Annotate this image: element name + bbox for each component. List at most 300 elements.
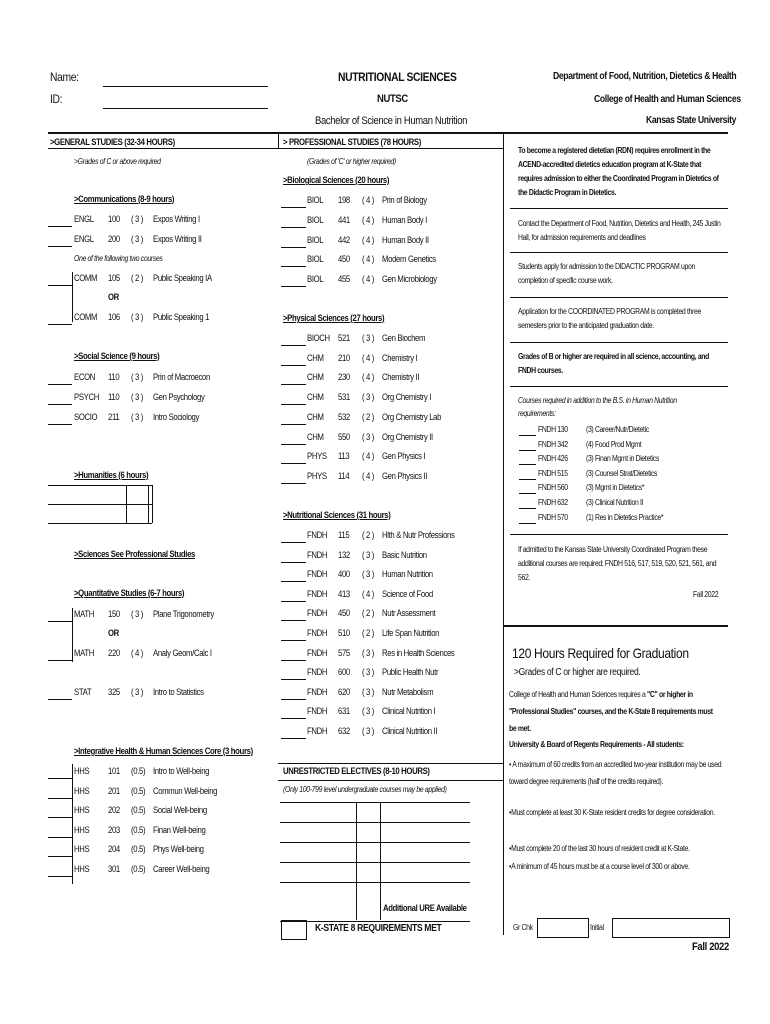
course-num: 413: [338, 588, 350, 599]
grade-blank[interactable]: [281, 581, 306, 582]
course-title: Gen Physics I: [382, 451, 426, 462]
course-title: Gen Psychology: [153, 392, 205, 402]
course-hrs: ( 3 ): [362, 549, 375, 560]
course-dept: FNDH: [307, 549, 328, 560]
general-grade-note: >Grades of C or above required: [74, 157, 161, 166]
grade-blank[interactable]: [281, 542, 306, 543]
ure-grid-v1: [356, 802, 357, 920]
course-num: 532: [338, 411, 350, 422]
course-num: 203: [108, 824, 120, 835]
course-num: 110: [108, 372, 120, 382]
course-dept: CHM: [307, 392, 324, 403]
grade-blank[interactable]: [519, 479, 536, 480]
grade-blank[interactable]: [281, 640, 306, 641]
grade-blank[interactable]: [519, 493, 536, 494]
grade-blank[interactable]: [281, 247, 306, 248]
course-title: Life Span Nutrition: [382, 628, 440, 638]
coordinated-info: Application for the COORDINATED PROGRAM is completed three semesters prior to the anticipated graduation date.: [518, 307, 701, 330]
course-num: 201: [108, 785, 120, 796]
course-hrs: (0.5): [131, 805, 146, 816]
course-dept: BIOCH: [307, 333, 330, 343]
grades-b-info: Grades of B or higher are required in all science, accounting, and FNDH courses.: [518, 352, 710, 375]
ure-note: (Only 100-799 level undergraduate courses may be applied): [283, 785, 447, 794]
course-dept: BIOL: [307, 234, 324, 245]
course-title: Public Health Nutr: [382, 667, 439, 678]
right-rule-6: [510, 534, 728, 535]
course-title: Intro Sociology: [153, 412, 200, 422]
department-name: Department of Food, Nutrition, Dietetics & Health: [553, 71, 737, 82]
communications-title: >Communications (8-9 hours): [74, 194, 175, 204]
course-num: 631: [338, 706, 350, 717]
course-num: 455: [338, 274, 350, 285]
course-dept: HHS: [74, 844, 90, 855]
sciences-title: >Sciences See Professional Studies: [74, 549, 196, 559]
course-dept: BIOL: [307, 274, 324, 285]
grade-blank[interactable]: [281, 679, 306, 680]
course-hrs: (0.5): [131, 864, 146, 874]
grade-blank[interactable]: [281, 699, 306, 700]
additional-course-desc: (3) Mgmt in Dietetics*: [586, 483, 645, 493]
grade-blank[interactable]: [519, 523, 536, 524]
course-title: Social Well-being: [153, 805, 207, 816]
course-title: Public Speaking IA: [153, 273, 212, 283]
grade-blank[interactable]: [48, 856, 72, 857]
course-dept: ECON: [74, 372, 95, 382]
course-title: Plane Trigonometry: [153, 609, 214, 619]
right-rule-4: [510, 342, 728, 343]
course-title: Chemistry I: [382, 352, 418, 363]
grade-blank[interactable]: [48, 699, 72, 700]
course-num: 441: [338, 214, 350, 225]
university-requirement-item: •Must complete 20 of the last 30 hours of resident credit at K-State.: [509, 844, 690, 853]
course-num: 101: [108, 766, 120, 776]
course-dept: SOCIO: [74, 412, 98, 422]
university-requirements-title: University & Board of Regents Requirements - All students:: [509, 740, 684, 749]
course-num: 114: [338, 470, 350, 481]
program-code: NUTSC: [377, 93, 408, 105]
course-dept: PHYS: [307, 451, 327, 462]
additional-course-desc: (4) Food Prod Mgmt: [586, 439, 642, 449]
university-requirement-item: •A minimum of 45 hours must be at a course level of 300 or above.: [509, 862, 690, 871]
right-column-divider: [503, 133, 504, 935]
course-dept: FNDH: [307, 608, 328, 619]
course-num: 230: [338, 372, 350, 383]
additional-course-desc: (3) Counsel Strat/Dietetics: [586, 468, 658, 478]
name-field[interactable]: [103, 86, 268, 87]
course-dept: FNDH: [307, 726, 328, 736]
course-dept: CHM: [307, 352, 324, 363]
graduation-grades-note: >Grades of C or higher are required.: [514, 667, 641, 678]
course-hrs: ( 3 ): [131, 609, 144, 619]
grade-blank[interactable]: [281, 365, 306, 366]
initial-label: Initial: [590, 923, 604, 932]
header-rule: [48, 132, 728, 134]
course-dept: MATH: [74, 648, 94, 658]
course-dept: HHS: [74, 864, 90, 874]
humanities-grid-mid: [48, 504, 152, 505]
grade-blank[interactable]: [48, 424, 72, 425]
course-hrs: ( 4 ): [362, 451, 375, 462]
course-hrs: ( 2 ): [362, 608, 375, 619]
additional-course-desc: (1) Res in Dietetics Practice*: [586, 512, 664, 522]
course-title: Modern Genetics: [382, 254, 436, 265]
grade-blank[interactable]: [48, 778, 72, 779]
course-dept: COMM: [74, 273, 98, 283]
additional-course-desc: (3) Finan Mgmt in Dietetics: [586, 454, 659, 464]
course-hrs: ( 2 ): [362, 530, 375, 540]
grade-blank[interactable]: [48, 246, 72, 247]
course-hrs: ( 2 ): [362, 628, 375, 638]
course-dept: PSYCH: [74, 392, 99, 402]
college-requirements: [509, 686, 720, 737]
course-title: Org Chemistry I: [382, 392, 432, 403]
course-title: Human Body I: [382, 214, 427, 225]
course-title: Career Well-being: [153, 864, 210, 874]
course-dept: FNDH: [307, 667, 328, 678]
grade-blank[interactable]: [48, 621, 72, 622]
course-hrs: ( 3 ): [131, 372, 144, 382]
initial-field[interactable]: [612, 918, 730, 938]
grade-blank[interactable]: [281, 660, 306, 661]
course-hrs: ( 3 ): [131, 687, 144, 697]
course-dept: HHS: [74, 824, 90, 835]
course-dept: COMM: [74, 312, 98, 322]
ure-grid-h1: [280, 822, 470, 823]
rdn-info: To become a registered dietetian (RDN) requires enrollment in the ACEND-accredited dietetics education program at K-State that requires admission to either the Coordinated Program in Dietetics of the Didactic Program in Dietetics.: [518, 146, 719, 197]
right-rule-5: [510, 386, 728, 387]
course-num: 100: [108, 214, 120, 224]
grade-blank[interactable]: [519, 464, 536, 465]
program-title: NUTRITIONAL SCIENCES: [338, 70, 457, 84]
course-dept: BIOL: [307, 195, 324, 205]
course-num: 106: [108, 312, 120, 322]
course-hrs: ( 3 ): [362, 333, 375, 343]
grade-blank[interactable]: [48, 285, 72, 286]
course-num: 600: [338, 667, 350, 678]
course-hrs: ( 4 ): [362, 214, 375, 225]
course-hrs: ( 3 ): [362, 392, 375, 403]
course-hrs: ( 4 ): [362, 254, 375, 265]
grade-blank[interactable]: [281, 601, 306, 602]
course-dept: HHS: [74, 766, 90, 776]
course-num: 105: [108, 273, 120, 283]
course-title: Gen Biochem: [382, 333, 426, 343]
course-hrs: ( 3 ): [362, 726, 375, 736]
ure-top-rule: [278, 763, 503, 764]
course-title: Analy Geom/Calc I: [153, 648, 212, 658]
additional-course-code: FNDH 342: [538, 439, 568, 449]
course-title: Clinical Nutrition II: [382, 726, 438, 736]
fall-label-1: Fall 2022: [693, 590, 719, 599]
grade-blank[interactable]: [281, 404, 306, 405]
id-field[interactable]: [103, 108, 268, 109]
course-num: 620: [338, 686, 350, 697]
course-dept: BIOL: [307, 254, 324, 265]
humanities-title: >Humanities (6 hours): [74, 470, 149, 480]
course-hrs: ( 4 ): [362, 234, 375, 245]
additional-course-code: FNDH 426: [538, 454, 568, 464]
course-hrs: (0.5): [131, 824, 146, 835]
grade-blank[interactable]: [281, 738, 306, 739]
course-dept: CHM: [307, 372, 324, 383]
course-title: Res in Health Sciences: [382, 647, 455, 658]
course-title: Intro to Statistics: [153, 687, 204, 697]
course-dept: PHYS: [307, 470, 327, 481]
course-title: Human Body II: [382, 234, 429, 245]
course-hrs: ( 4 ): [362, 352, 375, 363]
kstate8-checkbox[interactable]: [281, 920, 307, 940]
course-dept: ENGL: [74, 214, 94, 224]
humanities-grid-v1: [126, 485, 127, 523]
professional-studies-header: > PROFESSIONAL STUDIES (78 HOURS): [283, 137, 421, 147]
additional-course-code: FNDH 560: [538, 483, 568, 493]
or-label-2: OR: [108, 628, 119, 638]
course-dept: MATH: [74, 609, 94, 619]
course-hrs: ( 2 ): [131, 273, 144, 283]
university-name: Kansas State University: [646, 115, 737, 126]
humanities-grid-v3: [152, 485, 153, 523]
comm-bracket: [72, 272, 73, 322]
course-num: 200: [108, 234, 120, 244]
course-num: 198: [338, 195, 350, 205]
grade-blank[interactable]: [281, 483, 306, 484]
humanities-grid-v2: [148, 485, 149, 523]
course-title: Expos Writing II: [153, 234, 202, 244]
course-hrs: ( 4 ): [131, 648, 144, 658]
course-title: Nutr Assessment: [382, 608, 436, 619]
course-hrs: ( 3 ): [131, 392, 144, 402]
course-num: 550: [338, 431, 350, 442]
course-dept: HHS: [74, 785, 90, 796]
course-title: Intro to Well-being: [153, 766, 210, 776]
university-requirement-item: • A maximum of 60 credits from an accredited two-year institution may be used toward degree requirements (half of the credits required).: [509, 760, 722, 786]
course-hrs: ( 3 ): [362, 431, 375, 442]
id-label: ID:: [50, 92, 63, 106]
course-num: 210: [338, 352, 350, 363]
course-hrs: ( 3 ): [362, 667, 375, 678]
college-req-text: College of Health and Human Sciences requires a: [509, 690, 648, 699]
comm-choice-note: One of the following two courses: [74, 254, 163, 263]
professional-grade-note: (Grades of 'C' or higher required): [307, 157, 396, 166]
course-dept: CHM: [307, 411, 324, 422]
ure-header-rule: [278, 780, 503, 781]
ure-grid-h3: [280, 862, 470, 863]
grade-blank[interactable]: [48, 324, 72, 325]
degree-title: Bachelor of Science in Human Nutrition: [315, 115, 468, 127]
course-title: Prin of Macroecon: [153, 372, 210, 382]
didactic-info: Students apply for admission to the DIDACTIC PROGRAM upon completion of specific course work.: [518, 262, 695, 285]
additional-course-code: FNDH 515: [538, 468, 568, 478]
humanities-grid-top: [48, 485, 152, 486]
course-num: 113: [338, 451, 350, 462]
social-science-title: >Social Science (9 hours): [74, 351, 160, 361]
grade-blank[interactable]: [281, 207, 306, 208]
additional-courses-note: Courses required in addition to the B.S. in Human Nutrition requirements:: [518, 396, 677, 418]
course-hrs: ( 3 ): [131, 412, 144, 422]
grade-blank[interactable]: [48, 660, 72, 661]
course-dept: ENGL: [74, 234, 94, 244]
course-title: Gen Microbiology: [382, 274, 437, 285]
fall-label-2: Fall 2022: [692, 941, 729, 953]
course-num: 220: [108, 648, 120, 658]
course-num: 325: [108, 687, 120, 697]
grade-blank[interactable]: [48, 798, 72, 799]
grade-blank[interactable]: [48, 404, 72, 405]
quantitative-title: >Quantitative Studies (6-7 hours): [74, 588, 185, 598]
college-req-bold: "C" or higher in "Professional Studies" courses, and the K-State 8 requirements must be met.: [509, 690, 713, 733]
course-title: Gen Physics II: [382, 470, 428, 481]
grade-blank[interactable]: [48, 837, 72, 838]
hhs-core-title: >Integrative Health & Human Sciences Core (3 hours): [74, 746, 253, 756]
column-divider: [278, 133, 279, 149]
grade-blank[interactable]: [281, 286, 306, 287]
course-dept: FNDH: [307, 686, 328, 697]
course-title: Science of Food: [382, 588, 433, 599]
course-title: Org Chemistry II: [382, 431, 433, 442]
course-hrs: ( 4 ): [362, 274, 375, 285]
course-num: 400: [338, 569, 350, 580]
hhs-bracket: [72, 764, 73, 884]
course-title: Nutr Metabolism: [382, 686, 434, 697]
grade-blank[interactable]: [281, 444, 306, 445]
humanities-grid-bottom: [48, 523, 152, 524]
course-dept: FNDH: [307, 530, 328, 540]
additional-course-code: FNDH 570: [538, 512, 568, 522]
nutritional-sciences-title: >Nutritional Sciences (31 hours): [283, 510, 391, 520]
grade-blank[interactable]: [281, 424, 306, 425]
course-hrs: ( 3 ): [362, 706, 375, 717]
right-rule-7: [503, 625, 728, 627]
grade-blank[interactable]: [281, 718, 306, 719]
course-num: 510: [338, 628, 350, 638]
course-num: 150: [108, 609, 120, 619]
course-hrs: ( 3 ): [131, 312, 144, 322]
physical-sciences-title: >Physical Sciences (27 hours): [283, 313, 385, 323]
grade-blank[interactable]: [281, 227, 306, 228]
additional-course-desc: (3) Clinical Nutrition II: [586, 498, 644, 507]
course-hrs: ( 3 ): [362, 686, 375, 697]
name-label: Name:: [50, 70, 79, 84]
course-hrs: (0.5): [131, 844, 146, 855]
course-dept: FNDH: [307, 706, 328, 717]
course-title: Human Nutrition: [382, 569, 433, 580]
ure-available-label: Additional URE Available: [383, 903, 467, 913]
course-dept: STAT: [74, 687, 92, 697]
course-title: Phys Well-being: [153, 844, 204, 855]
course-num: 110: [108, 392, 120, 402]
course-hrs: ( 3 ): [131, 234, 144, 244]
admitted-info: If admitted to the Kansas State University Coordinated Program these additional courses are required: FNDH 516, 517, 519, 520, 521, 561, and 562.: [518, 545, 717, 582]
grade-blank[interactable]: [519, 508, 536, 509]
course-hrs: ( 4 ): [362, 372, 375, 383]
grade-blank[interactable]: [281, 463, 306, 464]
course-dept: FNDH: [307, 647, 328, 658]
grade-blank[interactable]: [519, 435, 536, 436]
course-dept: CHM: [307, 431, 324, 442]
course-title: Clinical Nutrition I: [382, 706, 436, 717]
course-num: 450: [338, 608, 350, 619]
course-dept: FNDH: [307, 569, 328, 580]
course-dept: FNDH: [307, 588, 328, 599]
course-hrs: ( 3 ): [362, 569, 375, 580]
right-rule-3: [510, 297, 728, 298]
ure-grid-v2: [380, 802, 381, 920]
grade-blank[interactable]: [281, 620, 306, 621]
course-title: Prin of Biology: [382, 195, 427, 205]
course-hrs: ( 4 ): [362, 470, 375, 481]
course-num: 204: [108, 844, 120, 855]
grade-blank[interactable]: [48, 384, 72, 385]
course-num: 521: [338, 333, 350, 343]
course-hrs: (0.5): [131, 766, 146, 776]
course-dept: HHS: [74, 805, 90, 816]
ure-grid-h4: [280, 882, 470, 883]
additional-course-code: FNDH 130: [538, 425, 568, 434]
grade-check-label: Gr Chk: [513, 923, 533, 932]
grade-blank[interactable]: [281, 345, 306, 346]
right-rule-2: [510, 252, 728, 253]
grade-check-field[interactable]: [537, 918, 589, 938]
grade-blank[interactable]: [48, 817, 72, 818]
course-num: 115: [338, 530, 350, 540]
quant-bracket: [72, 608, 73, 662]
grade-blank[interactable]: [281, 266, 306, 267]
grade-blank[interactable]: [48, 226, 72, 227]
course-num: 632: [338, 726, 350, 736]
course-num: 442: [338, 234, 350, 245]
course-num: 450: [338, 254, 350, 265]
course-title: Commun Well-being: [153, 785, 218, 796]
course-title: Finan Well-being: [153, 824, 206, 835]
course-num: 301: [108, 864, 120, 874]
course-num: 132: [338, 549, 350, 560]
university-requirement-item: •Must complete at least 30 K-State resident credits for degree consideration.: [509, 808, 715, 817]
course-dept: BIOL: [307, 214, 324, 225]
grade-blank[interactable]: [519, 450, 536, 451]
course-hrs: ( 4 ): [362, 195, 375, 205]
ure-grid-h2: [280, 842, 470, 843]
or-label: OR: [108, 292, 119, 302]
college-name: College of Health and Human Sciences: [594, 94, 741, 105]
course-title: Chemistry II: [382, 372, 420, 383]
header-rule-bottom: [48, 148, 503, 149]
grade-blank[interactable]: [281, 562, 306, 563]
course-hrs: ( 4 ): [362, 588, 375, 599]
grade-blank[interactable]: [48, 876, 72, 877]
course-hrs: (0.5): [131, 785, 146, 796]
course-num: 531: [338, 392, 350, 403]
course-title: Org Chemistry Lab: [382, 411, 442, 422]
course-hrs: ( 2 ): [362, 411, 375, 422]
course-num: 202: [108, 805, 120, 816]
biological-sciences-title: >Biological Sciences (20 hours): [283, 175, 390, 185]
course-num: 575: [338, 647, 350, 658]
course-hrs: ( 3 ): [131, 214, 144, 224]
course-hrs: ( 3 ): [362, 647, 375, 658]
grade-blank[interactable]: [281, 384, 306, 385]
course-title: Public Speaking 1: [153, 312, 210, 322]
additional-course-desc: (3) Career/Nutr/Dietetic: [586, 425, 649, 434]
graduation-hours-title: 120 Hours Required for Graduation: [512, 645, 689, 661]
course-title: Hlth & Nutr Professions: [382, 530, 455, 540]
course-dept: FNDH: [307, 628, 328, 638]
ure-header: UNRESTRICTED ELECTIVES (8-10 HOURS): [283, 766, 430, 776]
additional-course-code: FNDH 632: [538, 498, 568, 507]
contact-info: Contact the Department of Food, Nutrition, Dietetics and Health, 245 Justin Hall, for admission requirements and deadlines: [518, 219, 721, 242]
course-title: Expos Writing I: [153, 214, 200, 224]
course-title: Basic Nutrition: [382, 549, 427, 560]
right-rule-1: [510, 208, 728, 209]
